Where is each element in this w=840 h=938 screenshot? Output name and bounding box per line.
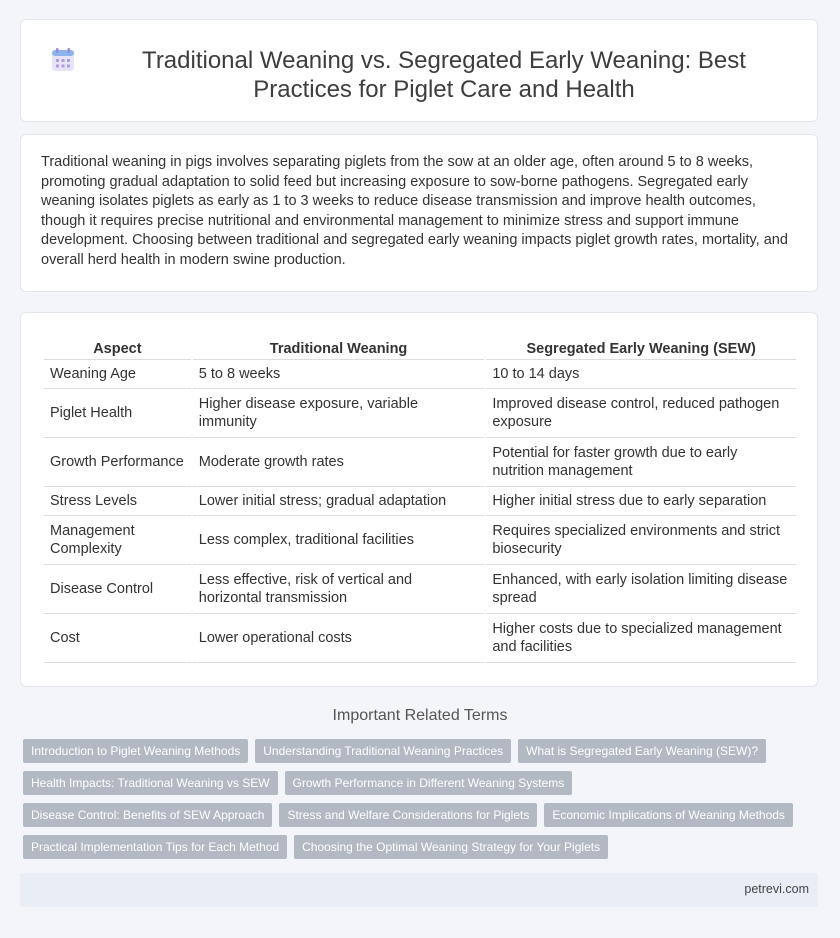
- table-row: [44, 516, 796, 565]
- comparison-table-card: [20, 312, 818, 687]
- related-term-tag[interactable]: Economic Implications of Weaning Methods: [544, 803, 793, 827]
- table-cell: Cost: [44, 614, 191, 663]
- related-term-tag[interactable]: Stress and Welfare Considerations for Piglets: [279, 803, 537, 827]
- table-row: [44, 438, 796, 487]
- header-sew: Segregated Early Weaning (SEW): [486, 333, 796, 360]
- table-cell: Lower initial stress; gradual adaptation: [193, 487, 485, 516]
- table-row: [44, 614, 796, 663]
- header-card: [20, 19, 818, 122]
- related-term-tag[interactable]: Health Impacts: Traditional Weaning vs SEW: [23, 771, 278, 795]
- table-cell: Disease Control: [44, 565, 191, 614]
- table-cell: Higher disease exposure, variable immunity: [193, 389, 485, 438]
- table-cell: Less effective, risk of vertical and horizontal transmission: [193, 565, 485, 614]
- table-cell: Stress Levels: [44, 487, 191, 516]
- table-cell: Less complex, traditional facilities: [193, 516, 485, 565]
- table-cell: 10 to 14 days: [486, 360, 796, 389]
- related-term-tag[interactable]: Understanding Traditional Weaning Practices: [255, 739, 511, 763]
- intro-card: [20, 134, 818, 292]
- table-cell: Growth Performance: [44, 438, 191, 487]
- footer-site-link[interactable]: petrevi.com: [744, 882, 809, 896]
- table-cell: Potential for faster growth due to early nutrition management: [486, 438, 796, 487]
- related-term-tag[interactable]: Introduction to Piglet Weaning Methods: [23, 739, 248, 763]
- table-cell: Requires specialized environments and strict biosecurity: [486, 516, 796, 565]
- related-terms-list: [23, 739, 813, 867]
- table-cell: Management Complexity: [44, 516, 191, 565]
- related-terms-title: Important Related Terms: [332, 707, 508, 724]
- related-term-tag[interactable]: Practical Implementation Tips for Each Method: [23, 835, 287, 859]
- header-aspect: Aspect: [44, 333, 191, 360]
- related-term-tag[interactable]: Disease Control: Benefits of SEW Approach: [23, 803, 272, 827]
- table-row: [44, 360, 796, 389]
- table-cell: Lower operational costs: [193, 614, 485, 663]
- comparison-table: [42, 333, 798, 663]
- footer: [20, 873, 818, 907]
- table-row: [44, 565, 796, 614]
- table-cell: Enhanced, with early isolation limiting disease spread: [486, 565, 796, 614]
- table-cell: Improved disease control, reduced pathogen exposure: [486, 389, 796, 438]
- table-row: [44, 389, 796, 438]
- table-header-row: [44, 333, 796, 360]
- related-term-tag[interactable]: Growth Performance in Different Weaning Systems: [285, 771, 573, 795]
- table-cell: Weaning Age: [44, 360, 191, 389]
- intro-text: Traditional weaning in pigs involves separating piglets from the sow at an older age, often around 5 to 8 weeks, promoting gradual adaptation to solid feed but increasing exposure to sow-borne pathogens. Segregated early weaning isolates piglets as early as 1 to 3 weeks to reduce disease transmission and improve health outcomes, though it requires precise nutritional and environmental management to minimize stress and support immune development. Choosing between traditional and segregated early weaning impacts piglet growth rates, mortality, and overall herd health in modern swine production.: [41, 154, 788, 268]
- table-cell: Moderate growth rates: [193, 438, 485, 487]
- table-cell: 5 to 8 weeks: [193, 360, 485, 389]
- calendar-icon: [51, 48, 75, 72]
- header-traditional: Traditional Weaning: [193, 333, 485, 360]
- related-term-tag[interactable]: What is Segregated Early Weaning (SEW)?: [518, 739, 766, 763]
- table-cell: Higher initial stress due to early separation: [486, 487, 796, 516]
- table-cell: Piglet Health: [44, 389, 191, 438]
- page-title: Traditional Weaning vs. Segregated Early Weaning: Best Practices for Piglet Care and Health: [142, 47, 746, 103]
- related-term-tag[interactable]: Choosing the Optimal Weaning Strategy for Your Piglets: [294, 835, 608, 859]
- table-cell: Higher costs due to specialized management and facilities: [486, 614, 796, 663]
- table-row: [44, 487, 796, 516]
